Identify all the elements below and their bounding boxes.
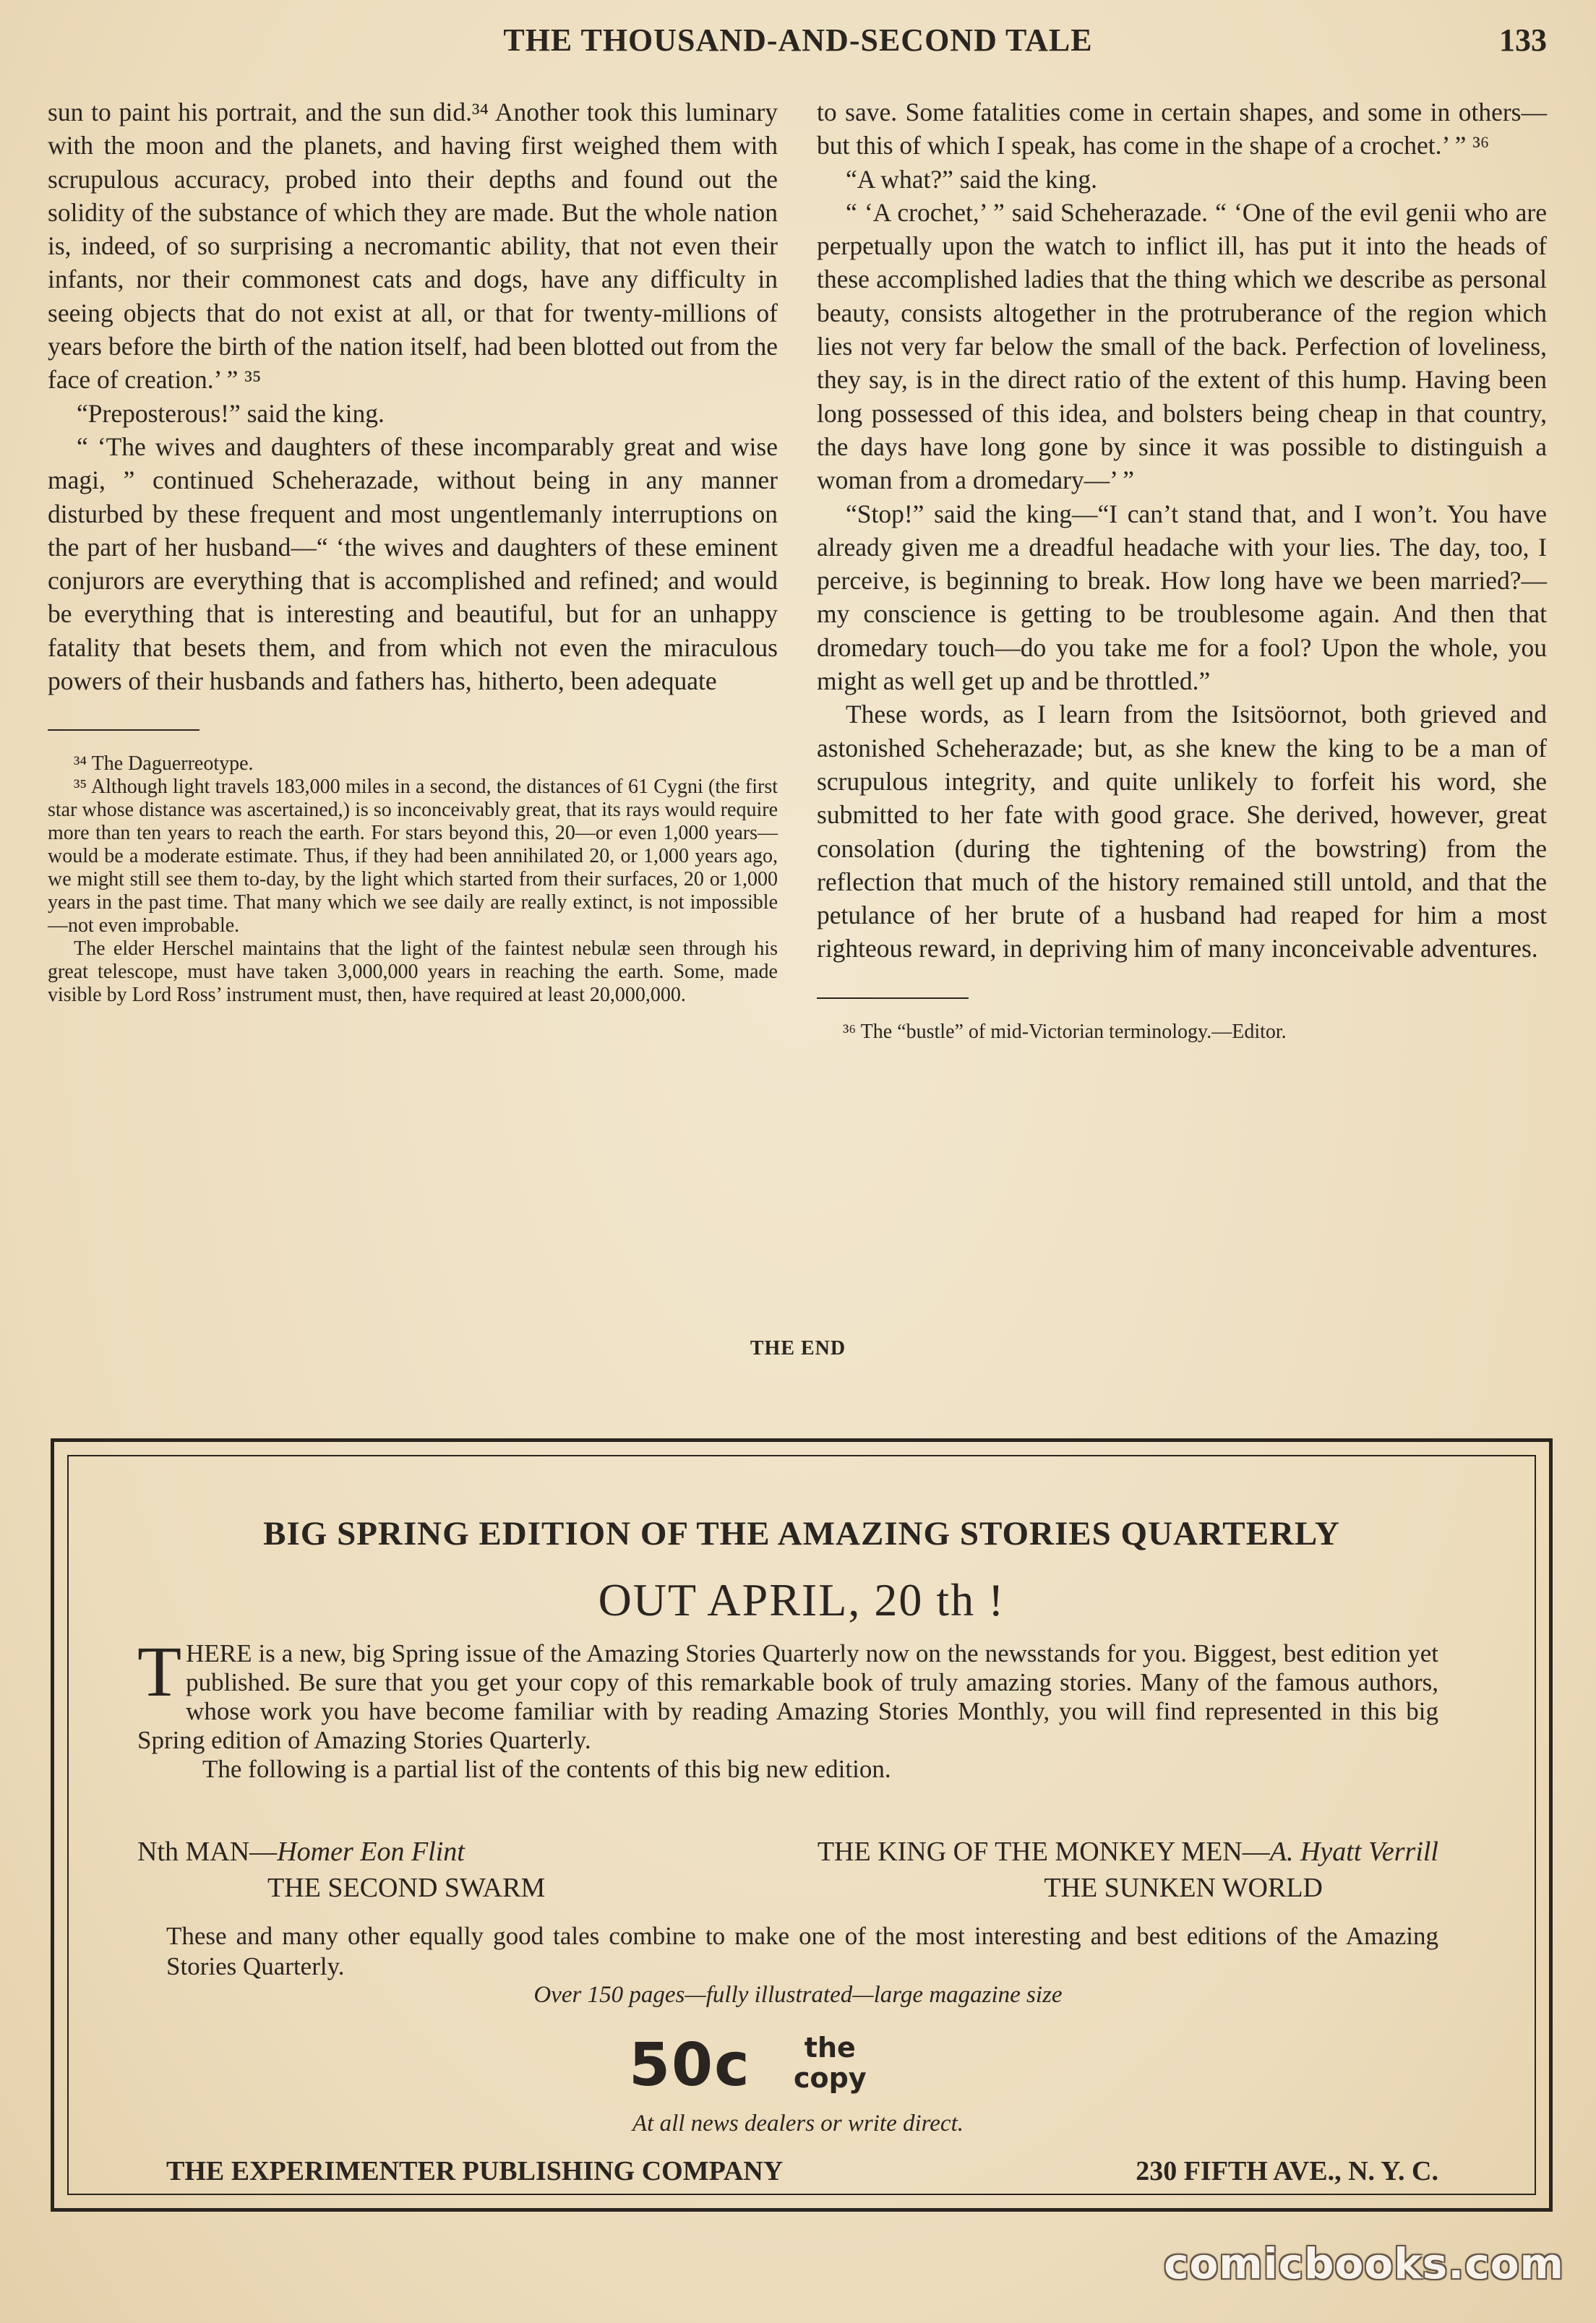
ad-release-date: OUT APRIL, 20 th ! xyxy=(598,1574,1005,1626)
footnotes-left xyxy=(48,752,778,1007)
left-column xyxy=(48,95,778,1007)
publisher-address: 230 FIFTH AVE., N. Y. C. xyxy=(1136,2156,1438,2186)
footnotes-right xyxy=(817,1021,1547,1044)
ad-page-count: Over 150 pages—fully illustrated—large magazine size xyxy=(533,1982,1063,2008)
story-paragraph: “A what?” said the king. xyxy=(846,164,1097,194)
page-header xyxy=(0,22,1596,65)
footnote-divider xyxy=(817,997,969,999)
footnote: ³⁵ Although light travels 183,000 miles in a second, the distances of 61 Cygni (the first star whose distance was ascertained,) is so inconceivably great, that its rays would require more than ten years to reach the earth. For stars beyond this, 20—or even 1,000 years—would be a moderate estimate. Thus, if they had been annihilated 20, or 1,000 years ago, we might still see them to-day, by the light which started from their surfaces, 20 or 1,000 years in the past time. That many which we see daily are really extinct, is not impossible—not even improbable. xyxy=(48,776,778,937)
ad-price xyxy=(629,2030,990,2109)
ad-dealers-line: At all news dealers or write direct. xyxy=(632,2111,964,2137)
publisher-name: THE EXPERIMENTER PUBLISHING COMPANY xyxy=(166,2156,784,2186)
ad-contents-intro: The following is a partial list of the contents of this big new edition. xyxy=(202,1755,891,1783)
footnote: ³⁶ The “bustle” of mid-Victorian terminology.—Editor. xyxy=(843,1020,1287,1043)
footnote-divider xyxy=(48,729,200,731)
story-paragraph: These words, as I learn from the Isitsöornot, both grieved and astonished Scheherazade; but, as she knew the king to be a man of scrupulous integrity, and quite unlikely to forfeit his word, she submitted to her fate with good grace. She derived, however, great consolation (during the tightening of the bowstring) from the reflection that much of the history remained still untold, and that the petulance of her brute of a husband had reaped for him a most righteous reward, in depriving him of many inconceivable adventures. xyxy=(817,700,1547,963)
footnote: ³⁴ The Daguerreotype. xyxy=(74,752,254,776)
page-number: 133 xyxy=(1499,22,1547,58)
ad-body-text: HERE is a new, big Spring issue of the Amazing Stories Quarterly now on the newsstands for you. Biggest, best edition yet published. Be sure that you get your copy of this remarkable book of truly amazing stories. Many of the famous authors, whose work you have become familiar with by reading Amazing Stories Monthly, you will find represented in this big Spring edition of Amazing Stories Quarterly. xyxy=(137,1639,1438,1754)
story-paragraph: “Stop!” said the king—“I can’t stand that, and I won’t. You have already given me a dreadful headache with your lies. The day, too, I perceive, is beginning to break. How long have we been married?—my conscience is getting to be troublesome again. And then that dromedary touch—do you take me for a fool? Upon the whole, you might as well get up and be throttled.” xyxy=(817,499,1547,696)
running-title: THE THOUSAND-AND-SECOND TALE xyxy=(503,22,1093,58)
story-paragraph: “Preposterous!” said the king. xyxy=(77,398,385,428)
price-amount: 50c xyxy=(629,2031,751,2100)
price-unit: the copy xyxy=(794,2032,867,2094)
ad-title-item: THE KING OF THE MONKEY MEN—A. Hyatt Verrill xyxy=(817,1837,1438,1867)
ad-title-item: THE SUNKEN WORLD xyxy=(1044,1873,1323,1903)
watermark-logo: comicbooks.com xyxy=(1164,2239,1564,2288)
right-column xyxy=(817,95,1547,1044)
story-paragraph: “ ‘The wives and daughters of these incomparably great and wise magi, ” continued Scheherazade, without being in any manner disturbed by these frequent and most ungentlemanly interruptions on the part of her husband—“ ‘the wives and daughters of these eminent conjurors are everything that is accomplished and refined; and would be everything that is interesting and beautiful, but for an unhappy fatality that besets them, and from which not even the miraculous powers of their husbands and fathers has, hitherto, been adequate xyxy=(48,431,778,696)
ad-dropcap: T xyxy=(137,1631,182,1712)
story-paragraph: “ ‘A crochet,’ ” said Scheherazade. “ ‘One of the evil genii who are perpetually upon the watch to inflict ill, has put it into the heads of these accomplished ladies that the thing which we describe as personal beauty, consists altogether in the protruberance of the region which lies not very far below the small of the back. Perfection of loveliness, they say, is in the direct ratio of the extent of this hump. Having been long possessed of this idea, and bolsters being cheap in that country, the days have long gone by since it was possible to distinguish a woman from a dromedary—’ ” xyxy=(817,197,1547,495)
ad-title-item: THE SECOND SWARM xyxy=(267,1873,546,1903)
story-paragraph: sun to paint his portrait, and the sun did.³⁴ Another took this luminary with the moon and the planets, and having first weighed them with scrupulous accuracy, probed into their depths and found out the solidity of the substance of which they are made. But the whole nation is, indeed, of so surprising a necromantic ability, that not even their infants, nor their commonest cats and dogs, have any difficulty in seeing objects that do not exist at all, or that for twenty-millions of years before the birth of the nation itself, had been blotted out from the face of creation.’ ” ³⁵ xyxy=(48,98,778,395)
story-paragraph: to save. Some fatalities come in certain shapes, and some in others—but this of which I speak, has come in the shape of a crochet.’ ” ³⁶ xyxy=(817,98,1547,160)
the-end-label: THE END xyxy=(750,1337,846,1360)
ad-footer xyxy=(166,2155,1438,2191)
ad-body xyxy=(137,1631,1438,1784)
ad-title-item: Nth MAN—Homer Eon Flint xyxy=(137,1837,465,1867)
ad-closing-text: These and many other equally good tales combine to make one of the most interesting and best editions of the Amazing Stories Quarterly. xyxy=(166,1922,1438,1980)
ad-headline: BIG SPRING EDITION OF THE AMAZING STORIES QUARTERLY xyxy=(263,1515,1340,1553)
footnote: The elder Herschel maintains that the light of the faintest nebulæ seen through his great telescope, must have taken 3,000,000 years in reaching the earth. Some, made visible by Lord Ross’ instrument must, then, have required at least 20,000,000. xyxy=(48,937,778,1007)
